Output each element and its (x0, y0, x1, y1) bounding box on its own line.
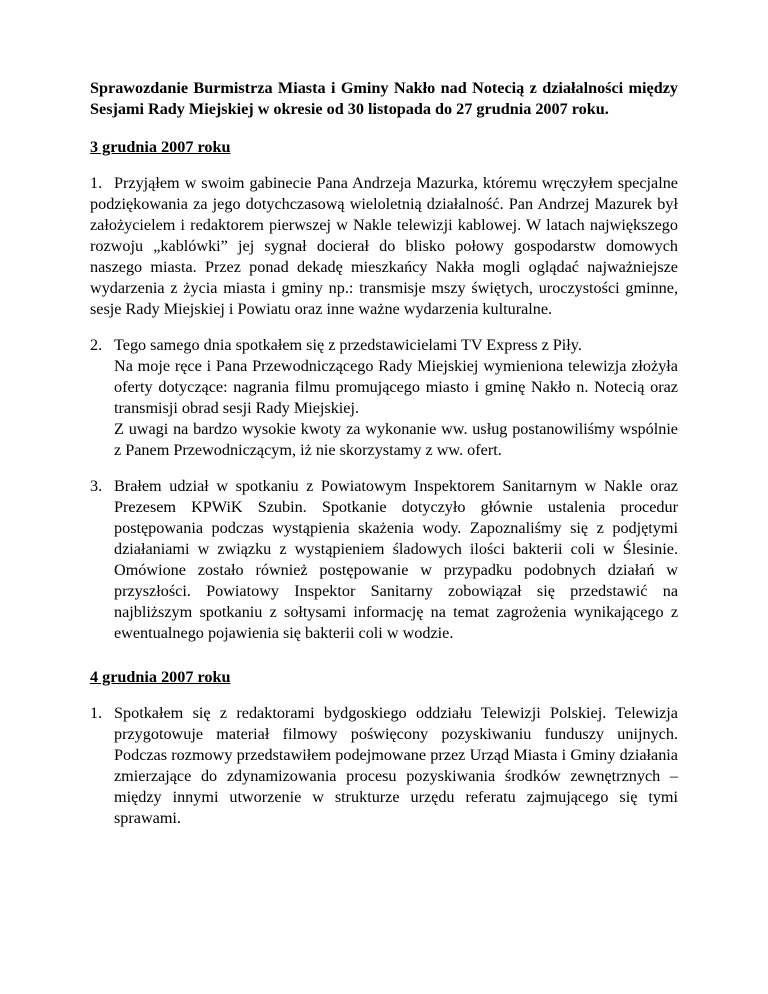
item-number: 1. (90, 174, 103, 192)
document-page (90, 78, 678, 844)
item-number: 1. (90, 704, 103, 722)
item-paragraph: Tego samego dnia spotkałem się z przedstawicielami TV Express z Piły. (114, 336, 582, 354)
item-paragraph: Brałem udział w spotkaniu z Powiatowym Inspektorem Sanitarnym w Nakle oraz Prezesem KPWiK Szubin. Spotkanie dotyczyło głównie ustalenia procedur postępowania podczas wystąpienia skażenia wody. Zapoznaliśmy się z podjętymi działaniami w związku z wystąpieniem śladowych ilości bakterii coli w Ślesinie. Omówione zostało również postępowanie w przypadku podobnych działań w przyszłości. Powiatowy Inspektor Sanitarny zobowiązał się przedstawić na najbliższym spotkaniu z sołtysami informację na temat zagrożenia wynikającego z ewentualnego pojawienia się bakterii coli w wodzie. (114, 477, 678, 642)
list-item (90, 173, 678, 320)
list-item (90, 335, 678, 461)
item-body (114, 335, 678, 461)
section-items (90, 703, 678, 829)
item-paragraph: Na moje ręce i Pana Przewodniczącego Rady Miejskiej wymieniona telewizja złożyła oferty dotyczące: nagrania filmu promującego miasto i gminę Nakło n. Notecią oraz transmisji obrad sesji Rady Miejskiej. (114, 357, 678, 417)
item-body (90, 173, 678, 320)
list-item (90, 476, 678, 644)
item-paragraph: Z uwagi na bardzo wysokie kwoty za wykonanie ww. usług postanowiliśmy wspólnie z Panem Przewodniczącym, iż nie skorzystamy z ww. ofert. (114, 420, 678, 459)
item-body (114, 476, 678, 644)
section-date: 4 grudnia 2007 roku (90, 668, 231, 686)
document-title: Sprawozdanie Burmistrza Miasta i Gminy Nakło nad Notecią z działalności między Sesjami Rady Miejskiej w okresie od 30 listopada do 27 grudnia 2007 roku. (90, 79, 678, 118)
list-item (90, 703, 678, 829)
item-number: 3. (90, 477, 103, 495)
item-body (114, 703, 678, 829)
section-date: 3 grudnia 2007 roku (90, 138, 231, 156)
item-paragraph: Spotkałem się z redaktorami bydgoskiego oddziału Telewizji Polskiej. Telewizja przygotowuje materiał filmowy poświęcony pozyskiwaniu funduszy unijnych. Podczas rozmowy przedstawiłem podejmowane przez Urząd Miasta i Gminy działania zmierzające do zdynamizowania procesu pozyskiwania środków zewnętrznych – między innymi utworzenie w strukturze urzędu referatu zajmującego się tymi sprawami. (114, 704, 678, 827)
item-paragraph: Przyjąłem w swoim gabinecie Pana Andrzeja Mazurka, któremu wręczyłem specjalne podziękowania za jego dotychczasową wieloletnią działalność. Pan Andrzej Mazurek był założycielem i redaktorem pierwszej w Nakle telewizji kablowej. W latach największego rozwoju „kablówki” jej sygnał docierał do blisko połowy gospodarstw domowych naszego miasta. Przez ponad dekadę mieszkańcy Nakła mogli oglądać najważniejsze wydarzenia z życia miasta i gminy np.: transmisje mszy świętych, uroczystości gminne, sesje Rady Miejskiej i Powiatu oraz inne ważne wydarzenia kulturalne. (90, 174, 678, 318)
section-3-december (90, 137, 678, 644)
section-4-december (90, 667, 678, 829)
item-number: 2. (90, 336, 103, 354)
section-items (90, 173, 678, 644)
